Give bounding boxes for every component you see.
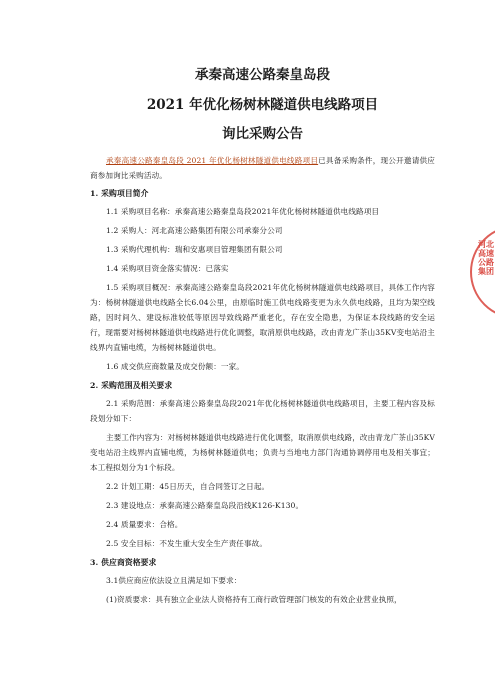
section1-item-6: 1.6 成交供应商数量及成交份额：一家。 bbox=[106, 362, 244, 371]
section2-item-2: 2.2 计划工期：45日历天，自合同签订之日起。 bbox=[106, 482, 270, 491]
doc-title-line2: 2021 年优化杨树林隧道供电线路项目 bbox=[146, 97, 379, 113]
section2-main-content: 主要工作内容为：对杨树林隧道供电线路进行优化调整，取消原供电线路，改由青龙广茶山35KV变电站沿主线界内直铺电缆，为杨树林隧道供电；负责与当地电力部门沟通协调停用电及相关事宜；本工程拟划分为1个标段。 bbox=[90, 433, 435, 472]
section1-item-2: 1.2 采购人：河北高速公路集团有限公司承秦分公司 bbox=[106, 226, 283, 235]
section2-scope: 2.1 采购范围：承秦高速公路秦皇岛段2021年优化杨树林隧道供电线路项目，主要工程内容及标段划分如下： bbox=[90, 399, 435, 423]
section2-heading: 2. 采购范围及相关要求 bbox=[90, 381, 173, 390]
doc-title-line3: 询比采购公告 bbox=[222, 126, 303, 142]
section1-overview: 1.5 采购项目概况：承秦高速公路秦皇岛段2021年优化杨树林隧道供电线路项目，具体工作内容为：杨树林隧道供电线路全长6.04公里，由原临时施工供电线路变更为永久供电线路，且均为架空线路，因时间久、建设标准较低等原因导致线路严重老化，存在安全隐患，为保证本段线路的安全运行，现需要对杨树林隧道供电线路进行优化调整，取消原供电线路，改由青龙广茶山35KV变电站沿主线界内直铺电缆，为杨树林隧道供电。 bbox=[90, 283, 435, 352]
section3-heading: 3. 供应商资格要求 bbox=[90, 558, 157, 567]
intro-text: 已具备采购条件，现公开邀请供应商参加询比采购活动。 bbox=[90, 156, 435, 180]
section2-item-5: 2.5 安全目标：不发生重大安全生产责任事故。 bbox=[106, 539, 268, 548]
section1-heading: 1. 采购项目简介 bbox=[90, 189, 149, 198]
section3-line-2: (1)资质要求：具有独立企业法人资格持有工商行政管理部门核发的有效企业营业执照， bbox=[106, 595, 402, 604]
intro-project-name: 承秦高速公路秦皇岛段 2021 年优化杨树林隧道供电线路项目 bbox=[106, 156, 319, 165]
section2-item-4: 2.4 质量要求：合格。 bbox=[106, 520, 183, 529]
section1-item-4: 1.4 采购项目资金落实情况：已落实 bbox=[106, 264, 229, 273]
intro-paragraph bbox=[90, 153, 435, 183]
section2-item-3: 2.3 建设地点：承秦高速公路秦皇岛段沿线K126-K130。 bbox=[106, 501, 304, 510]
section3-line-1: 3.1供应商应依法设立且满足如下要求： bbox=[106, 576, 242, 585]
section1-item-1: 1.1 采购项目名称：承秦高速公路秦皇岛段2021年优化杨树林隧道供电线路项目 bbox=[106, 207, 380, 216]
section1-item-3: 1.3 采购代理机构：瑞和安惠项目管理集团有限公司 bbox=[106, 245, 283, 254]
company-seal-text: 河北高速公路集团 bbox=[478, 239, 494, 276]
doc-title-line1: 承秦高速公路秦皇岛段 bbox=[195, 67, 330, 83]
